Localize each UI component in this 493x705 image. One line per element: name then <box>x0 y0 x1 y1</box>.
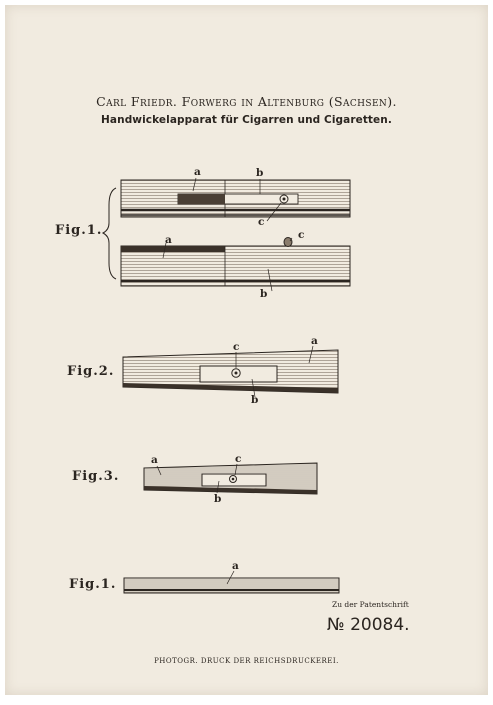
ref-c-fig2: c <box>233 341 240 353</box>
patent-number: № 20084. <box>327 615 410 635</box>
ref-c-fig1-upper: c <box>258 216 265 228</box>
patent-title: Handwickelapparat für Cigarren und Cigaretten. <box>101 114 392 126</box>
fig1-top-label: Fig.1. <box>55 223 103 238</box>
ref-a-fig3: a <box>151 454 158 466</box>
fig1-bottom-label: Fig.1. <box>69 577 117 592</box>
ref-c-fig3: c <box>235 453 242 465</box>
author-place: Altenburg <box>257 94 325 109</box>
fig3-tapered-tube <box>144 463 317 494</box>
ref-b-fig3: b <box>214 493 222 505</box>
fig2-label: Fig.2. <box>67 364 115 379</box>
ref-a-fig1-upper: a <box>194 166 201 178</box>
ref-a-fig2: a <box>311 335 318 347</box>
ref-c-fig1-lower: c <box>298 229 305 241</box>
author-name: Carl Friedr. Forwerg <box>96 94 237 109</box>
printer-line: PHOTOGR. DRUCK DER REICHSDRUCKEREI. <box>154 657 339 665</box>
fig1-lower-tube <box>121 238 350 287</box>
ref-b-fig1-lower: b <box>260 288 268 300</box>
fig1-brace <box>103 188 116 279</box>
fig2-tapered-tube <box>123 350 338 393</box>
author-in: in <box>241 94 254 109</box>
fig3-label: Fig.3. <box>72 469 120 484</box>
ref-b-fig2: b <box>251 394 259 406</box>
ref-a-fig1-lower: a <box>165 234 172 246</box>
ref-a-fig4: a <box>232 560 239 572</box>
fig4-thin-rod <box>124 578 339 593</box>
patent-sheet <box>5 5 488 695</box>
ref-b-fig1-upper: b <box>256 167 264 179</box>
patent-note: Zu der Patentschrift <box>332 600 409 609</box>
author-region: (Sachsen). <box>328 94 397 109</box>
fig1-upper-tube <box>121 180 350 217</box>
